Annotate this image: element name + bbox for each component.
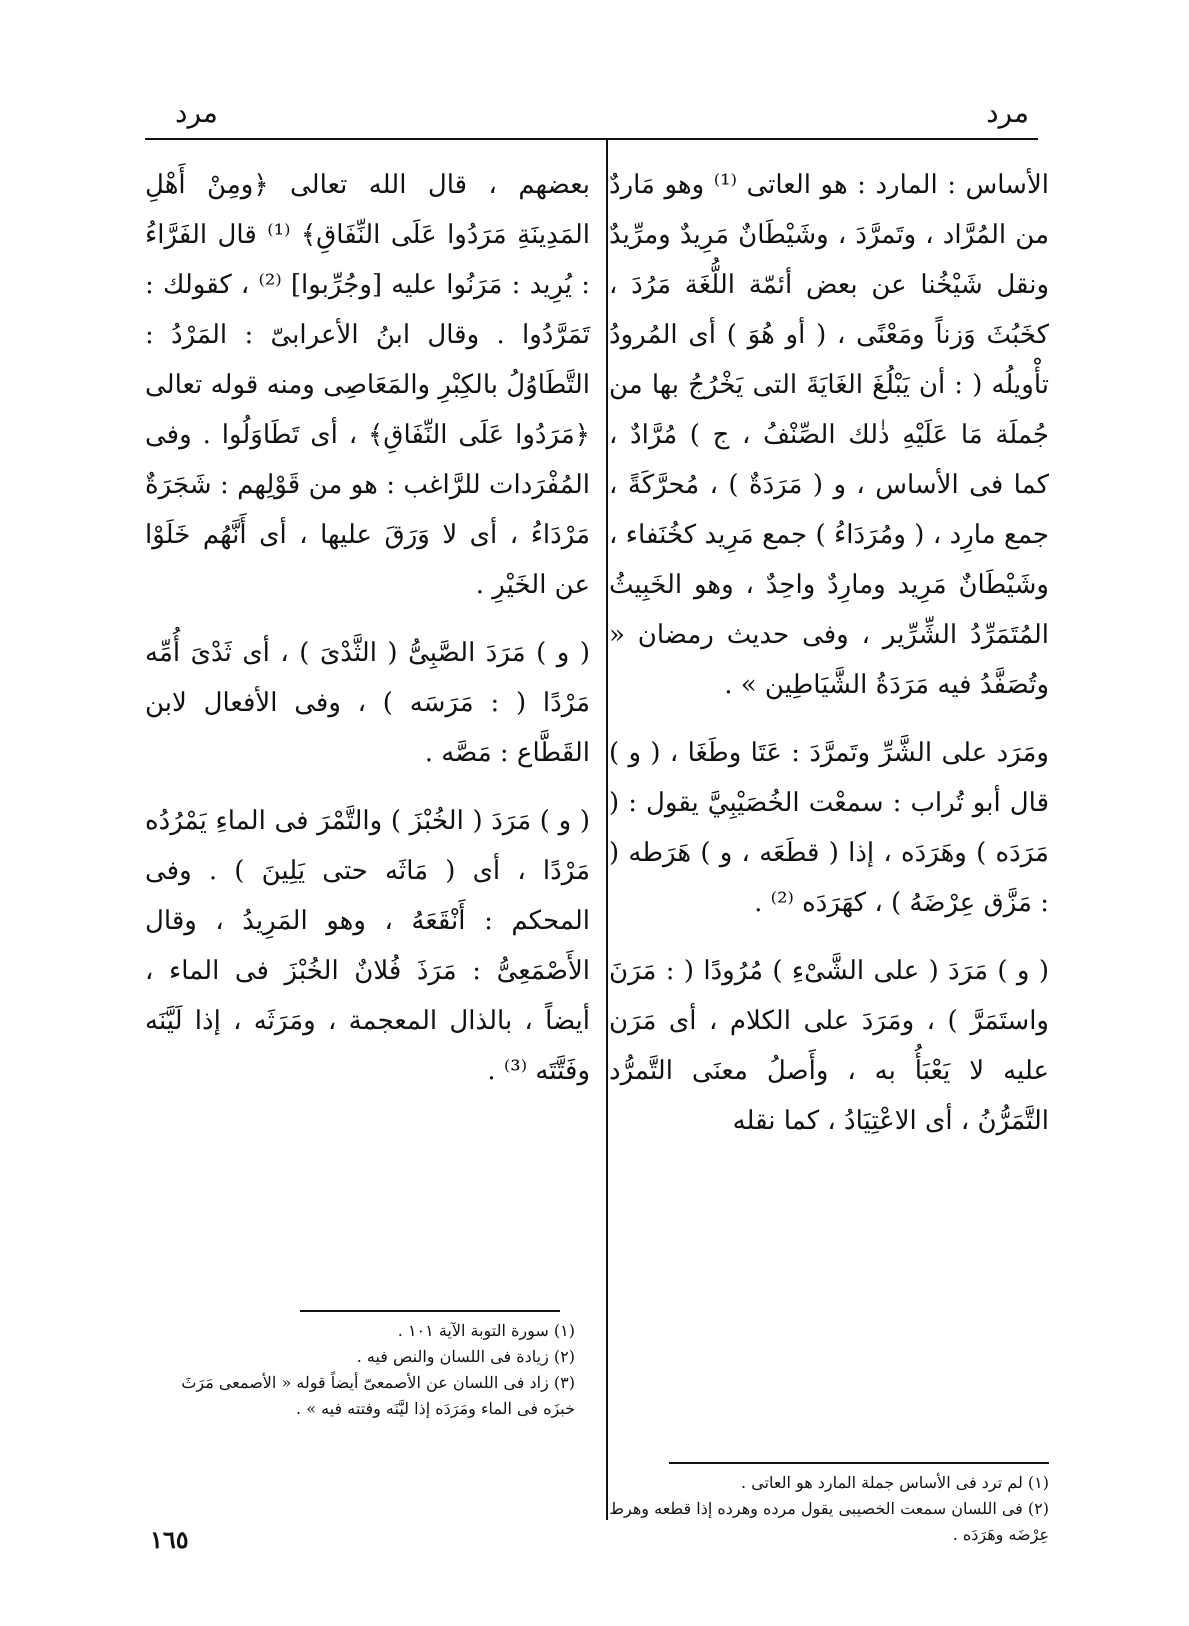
- column-divider: [606, 140, 608, 1520]
- footnote: (٢) فى اللسان سمعت الخصيبى يقول مرده وهرده إذا قطعه وهرط عِرْضَه وهَرَدَه .: [609, 1499, 1049, 1544]
- footnote: (٣) زاد فى اللسان عن الأصمعىّ أيضاً قوله « الأصمعى مَرَثَ خبزَه فى الماء ومَرَدَه إذا ليَّنَه وفتته فيه » .: [181, 1373, 575, 1418]
- footnote: (٢) زيادة فى اللسان والنص فيه .: [356, 1347, 575, 1366]
- entry-paragraph: الأساس : المارد : هو العاتى ⁽¹⁾ وهو مَاردٌ من المُرَّاد ، وتَمرَّدَ ، وشَيْطَانٌ مَرِيدٌ ومرِّيدٌ ونقل شَيْخُنا عن بعض أئمّة اللُّغَة مَرُدَ ، كخَبُثَ وَزناً ومَعْنًى ، ( أو هُوَ ) أى المُرودُ تأْويلُه ( : أن يَبْلُغَ الغَايَةَ التى يَخْرُجُ بها من جُملَة مَا عَلَيْهِ ذٰلك الصِّنْفُ ، ج ) مُرَّادٌ ، كما فى الأساس ، و ( مَرَدَةٌ ) ، مُحرَّكَةً ، جمع مارِد ، ( ومُرَدَاءُ ) جمع مَرِيد كخُنَفاء ، وشَيْطَانٌ مَرِيد ومارِدٌ واحِدٌ ، وهو الخَبِيثُ المُتَمَرِّدُ الشِّرِّير ، وفى حديث رمضان « وتُصَفَّدُ فيه مَرَدَةُ الشَّيَاطِين » .: [609, 170, 1049, 700]
- entry-paragraph: ( و ) مَرَدَ الصَّبِىُّ ( الثَّدْىَ ) ، أى ثَدْىَ أُمِّه مَرْدًا ( : مَرَسَه ) ، وفى الأفعال لابن القَطَّاع : مَصَّه .: [145, 638, 590, 768]
- left-column: [145, 160, 590, 1114]
- running-header-right: مرد: [986, 96, 1029, 129]
- header-rule: [145, 138, 1038, 140]
- footnotes-left: [145, 1318, 575, 1422]
- footnotes-right: [609, 1470, 1049, 1548]
- running-header-left: مرد: [175, 96, 218, 129]
- entry-paragraph: ( و ) مَرَدَ ( الخُبْزَ ) والتَّمْرَ فى الماءِ يَمْرُدُه مَرْدًا ، أى ( مَاثَه حتى يَلِينَ ) . وفى المحكم : أَنْقَعَهُ ، وهو المَرِيدُ ، وقال الأَصْمَعِىُّ : مَرَذَ فُلانٌ الخُبْزَ فى الماء ، أيضاً ، بالذال المعجمة ، ومَرَثَه ، إذا لَيَّنَه وفَتَّتَه ⁽³⁾ .: [145, 806, 590, 1086]
- entry-paragraph: ومَرَد على الشَّرِّ وتَمرَّدَ : عَتَا وطَغَا ، ( و ) قال أبو تُراب : سمعْت الخُصَيْبِيَّ يقول : ( مَرَدَه ) وهَرَدَه ، إذا ( قطَعَه ، و ) هَرَطه ( : مَزَّق عِرْضَهُ ) ، كهَرَدَه ⁽²⁾ .: [609, 738, 1049, 918]
- entry-paragraph: بعضهم ، قال الله تعالى ﴿ومِنْ أَهْلِ المَدِينَةِ مَرَدُوا عَلَى النِّفَاقِ﴾ ⁽¹⁾ قال الفَرَّاءُ : يُرِيد : مَرَنُوا عليه [وجُرِّبوا] ⁽²⁾ ، كقولك : تَمَرَّدُوا . وقال ابنُ الأعرابىّ : المَرْدُ : التَّطَاوُلُ بالكِبْرِ والمَعَاصِى ومنه قوله تعالى ﴿مَرَدُوا عَلَى النِّفَاقِ﴾ ، أى تَطَاوَلُوا . وفى المُفْرَدات للرَّاغب : هو من قَوْلِهم : شَجَرَةٌ مَرْدَاءُ ، أى لا وَرَقَ عليها ، أى أَنَّهُم خَلَوْا عن الخَيْرِ .: [145, 170, 590, 600]
- footnote-rule-left: [300, 1310, 560, 1312]
- page-number: ١٦٥: [150, 1525, 189, 1554]
- right-column: [609, 160, 1049, 1164]
- footnote: (١) لم ترد فى الأساس جملة المارد هو العاتى .: [741, 1473, 1049, 1492]
- entry-paragraph: ( و ) مَرَدَ ( على الشَّىْءِ ) مُرُودًا ( : مَرَنَ واستَمَرَّ ) ، ومَرَدَ على الكلام ، أى مَرَن عليه لا يَعْبَأُ به ، وأَصلُ معنَى التَّمرُّد التَّمَرُّنُ ، أى الاعْتِيَادُ ، كما نقله: [609, 956, 1049, 1136]
- footnote-rule-right: [669, 1462, 1049, 1464]
- footnote: (١) سورة التوبة الآية ١٠١ .: [397, 1321, 575, 1340]
